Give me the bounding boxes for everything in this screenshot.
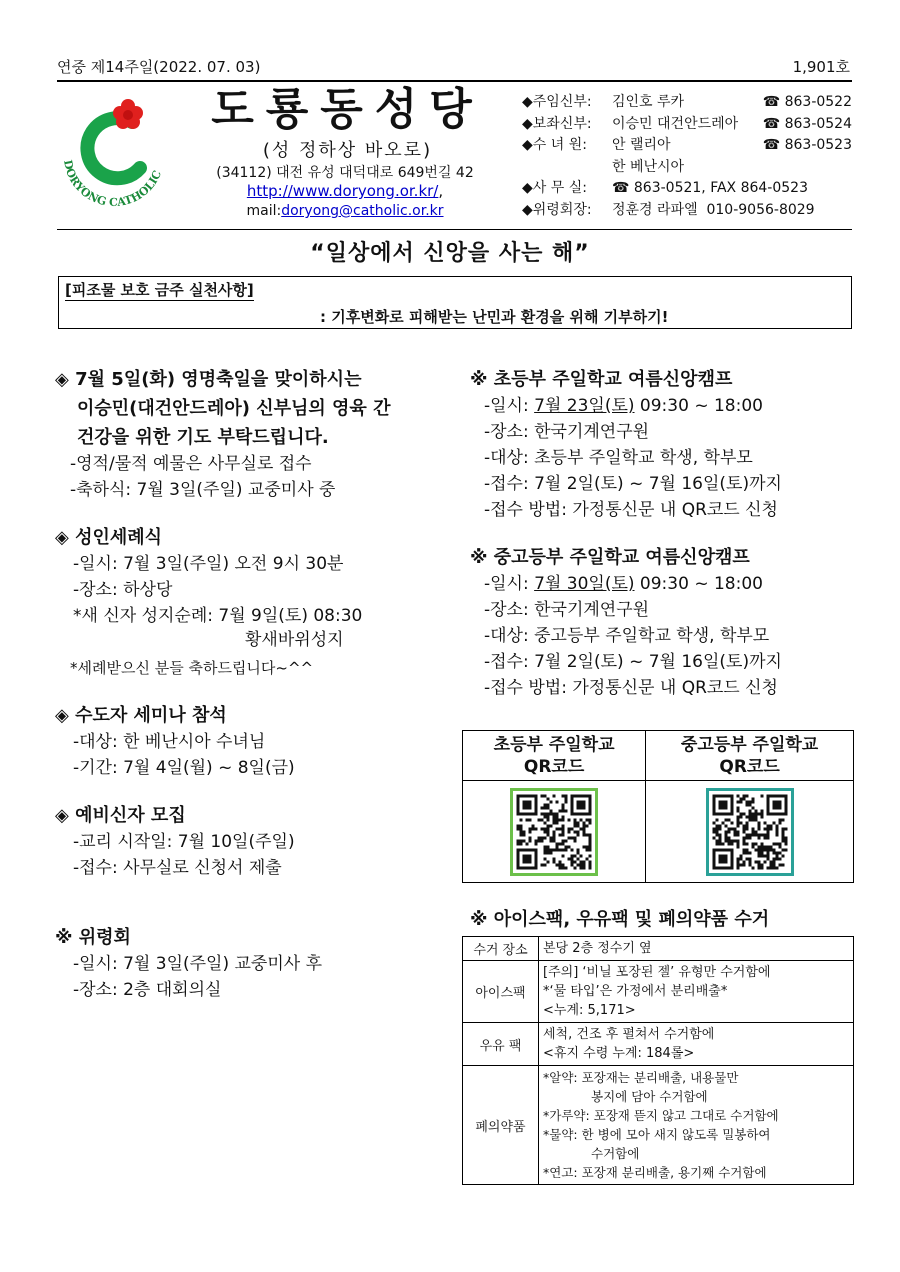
recycle-title: ※ 아이스팩, 우유팩 및 폐의약품 수거: [470, 909, 770, 930]
section-title: ※ 중고등부 주일학교 여름신앙캠프: [470, 547, 750, 568]
section-title: ◈ 7월 5일(화) 영명축일을 맞이하시는: [55, 369, 362, 390]
section-title: ◈ 예비신자 모집: [55, 805, 186, 826]
row-value: 본당 2층 정수기 옆: [539, 937, 854, 961]
qr-header-line: 초등부 주일학교: [493, 734, 615, 755]
qr-header-line: QR코드: [523, 756, 585, 777]
row-line: *가루약: 포장재 뜯지 않고 그대로 수거함에: [543, 1108, 779, 1123]
section-title: ◈ 수도자 세미나 참석: [55, 705, 227, 726]
table-row: [463, 961, 854, 1023]
year-theme: “일상에서 신앙을 사는 해”: [310, 241, 590, 266]
row-line: 봉지에 담아 수거함에: [591, 1089, 708, 1104]
qr-cell-secondary: [646, 781, 854, 883]
parish-logo: [54, 92, 174, 220]
mail-line: [200, 203, 490, 219]
list-item: -장소: 하상당: [73, 580, 173, 600]
section-seminar: [55, 704, 455, 780]
contact-label: ◆보좌신부:: [522, 115, 592, 132]
list-item: -접수: 7월 2일(토) ~ 7월 16일(토)까지: [484, 474, 782, 494]
section-title: ※ 위령회: [55, 927, 131, 948]
list-item: *새 신자 성지순례: 7월 9일(토) 08:30: [73, 606, 363, 626]
row-line: *연고: 포장재 분리배출, 용기째 수거함에: [543, 1165, 767, 1180]
contact-label: ◆주임신부:: [522, 94, 592, 110]
list-item: [470, 572, 860, 596]
list-item: -장소: 한국기계연구원: [484, 422, 650, 442]
list-item: -축하식: 7월 3일(주일) 교중미사 중: [70, 480, 336, 500]
table-row: [463, 937, 854, 961]
row-value: [539, 1066, 854, 1185]
contact-row: [522, 92, 852, 114]
section-title: ◈ 성인세례식: [55, 527, 163, 548]
contact-name: 정훈경 라파엘 010-9056-8029: [612, 201, 815, 218]
qr-header-elementary: [463, 731, 646, 781]
recycle-table: [462, 936, 854, 1185]
qr-header-line: 중고등부 주일학교: [680, 734, 819, 755]
issue-number: 1,901호: [792, 58, 850, 76]
contact-label: ◆수 녀 원:: [522, 137, 587, 153]
row-label: 아이스팩: [463, 961, 539, 1023]
table-row: [463, 1023, 854, 1066]
contact-label: [522, 157, 612, 179]
list-item: -영적/물적 예물은 사무실로 접수: [70, 454, 312, 474]
camp-date: 7월 23일(토): [534, 396, 635, 416]
notice-text: : 기후변화로 피해받는 난민과 환경을 위해 기부하기!: [320, 308, 669, 326]
qr-header-secondary: [646, 731, 854, 781]
list-item: -장소: 2층 대회의실: [73, 980, 222, 1000]
item-label: -일시:: [484, 396, 535, 416]
contact-list: [522, 92, 852, 221]
contact-name: 한 베난시아: [612, 158, 685, 175]
qr-code-secondary[interactable]: [706, 788, 794, 876]
list-item: -일시: 7월 3일(주일) 교중미사 후: [73, 954, 323, 974]
section-title-line: 건강을 위한 기도 부탁드립니다.: [77, 427, 329, 448]
section-secondary-camp: [470, 546, 860, 700]
row-value: [539, 1023, 854, 1066]
homepage-link[interactable]: http://www.doryong.or.kr/: [246, 182, 439, 200]
section-baptism: [55, 526, 455, 680]
section-elementary-camp: [470, 368, 860, 522]
homepage-line: [200, 182, 490, 200]
contact-phone: ☎ 863-0524: [762, 115, 852, 132]
camp-date: 7월 30일(토): [534, 574, 635, 594]
row-value: [539, 961, 854, 1023]
qr-code-table: [462, 730, 854, 883]
contact-name: 김인호 루카: [612, 94, 685, 110]
row-line: <휴지 수령 누계: 184롤>: [543, 1046, 695, 1061]
homepage-suffix: ,: [438, 182, 444, 200]
list-item: -대상: 초등부 주일학교 학생, 학부모: [484, 448, 753, 468]
list-item: -장소: 한국기계연구원: [484, 600, 650, 620]
list-item: -대상: 한 베난시아 수녀님: [73, 732, 266, 752]
row-line: *알약: 포장재는 분리배출, 내용물만: [543, 1070, 739, 1085]
list-item: -접수: 사무실로 신청서 제출: [73, 858, 282, 878]
contact-label: ◆사 무 실:: [522, 180, 587, 196]
list-item: -대상: 중고등부 주일학교 학생, 학부모: [484, 626, 770, 646]
contact-phone: ☎ 863-0523: [762, 137, 852, 153]
row-label: 폐의약품: [463, 1066, 539, 1185]
section-memorial: [55, 926, 455, 1002]
list-item: *세례받으신 분들 축하드립니다~^^: [70, 659, 314, 677]
header-top-rule: [57, 80, 852, 82]
week-line: 연중 제14주일(2022. 07. 03): [57, 58, 261, 76]
row-line: *물약: 한 병에 모아 새지 않도록 밀봉하여: [543, 1127, 771, 1142]
list-item: -교리 시작일: 7월 10일(주일): [73, 832, 295, 852]
header-bottom-rule: [57, 229, 852, 230]
camp-time: 09:30 ~ 18:00: [634, 574, 763, 594]
camp-time: 09:30 ~ 18:00: [634, 396, 763, 416]
left-column: [55, 368, 455, 1002]
contact-label: ◆위령회장:: [522, 201, 592, 218]
list-item: -접수 방법: 가정통신문 내 QR코드 신청: [484, 500, 778, 520]
item-label: -일시:: [484, 574, 535, 594]
contact-name: 안 랠리아: [612, 137, 671, 153]
parish-name: 도룡동성당: [211, 84, 484, 135]
section-feast: [55, 368, 455, 502]
contact-row: [522, 178, 852, 200]
contact-row: [522, 114, 852, 136]
logo-text: DORYONG CATHOLIC: [61, 158, 165, 210]
row-label: 수거 장소: [463, 937, 539, 961]
contact-row: [522, 135, 852, 157]
list-item: [470, 394, 860, 418]
contact-row: [522, 200, 852, 222]
section-catechumen: [55, 804, 455, 880]
section-title-line: 이승민(대건안드레아) 신부님의 영육 간: [77, 398, 391, 419]
list-item: -접수 방법: 가정통신문 내 QR코드 신청: [484, 678, 778, 698]
qr-header-line: QR코드: [719, 756, 780, 777]
patron-saint: (성 정하상 바오로): [262, 140, 433, 161]
qr-code-elementary[interactable]: [510, 788, 598, 876]
mail-link[interactable]: doryong@catholic.or.kr: [281, 203, 444, 219]
list-item: -일시: 7월 3일(주일) 오전 9시 30분: [73, 554, 344, 574]
list-item: -기간: 7월 4일(월) ~ 8일(금): [73, 758, 295, 778]
contact-name: ☎ 863-0521, FAX 864-0523: [612, 180, 808, 196]
list-item: -접수: 7월 2일(토) ~ 7월 16일(토)까지: [484, 652, 782, 672]
section-title: ※ 초등부 주일학교 여름신앙캠프: [470, 369, 733, 390]
row-line: 세척, 건조 후 펼쳐서 수거함에: [543, 1027, 715, 1042]
qr-cell-elementary: [463, 781, 646, 883]
row-label: 우유 팩: [463, 1023, 539, 1066]
mail-prefix: mail:: [246, 203, 282, 219]
right-column: [470, 368, 860, 700]
row-line: *‘물 타입’은 가정에서 분리배출*: [543, 984, 728, 999]
contact-row: [522, 157, 852, 179]
row-line: <누계: 5,171>: [543, 1003, 636, 1018]
row-line: [주의] ‘비닐 포장된 젤’ 유형만 수거함에: [543, 965, 771, 980]
row-line: 수거함에: [591, 1146, 640, 1161]
contact-phone: ☎ 863-0522: [762, 94, 852, 110]
table-row: [463, 1066, 854, 1185]
parish-address: (34112) 대전 유성 대덕대로 649번길 42: [216, 165, 474, 181]
contact-name: 이승민 대건안드레아: [612, 115, 739, 132]
notice-title: [피조물 보호 금주 실천사항]: [65, 281, 254, 299]
list-item: 황새바위성지: [245, 630, 344, 650]
